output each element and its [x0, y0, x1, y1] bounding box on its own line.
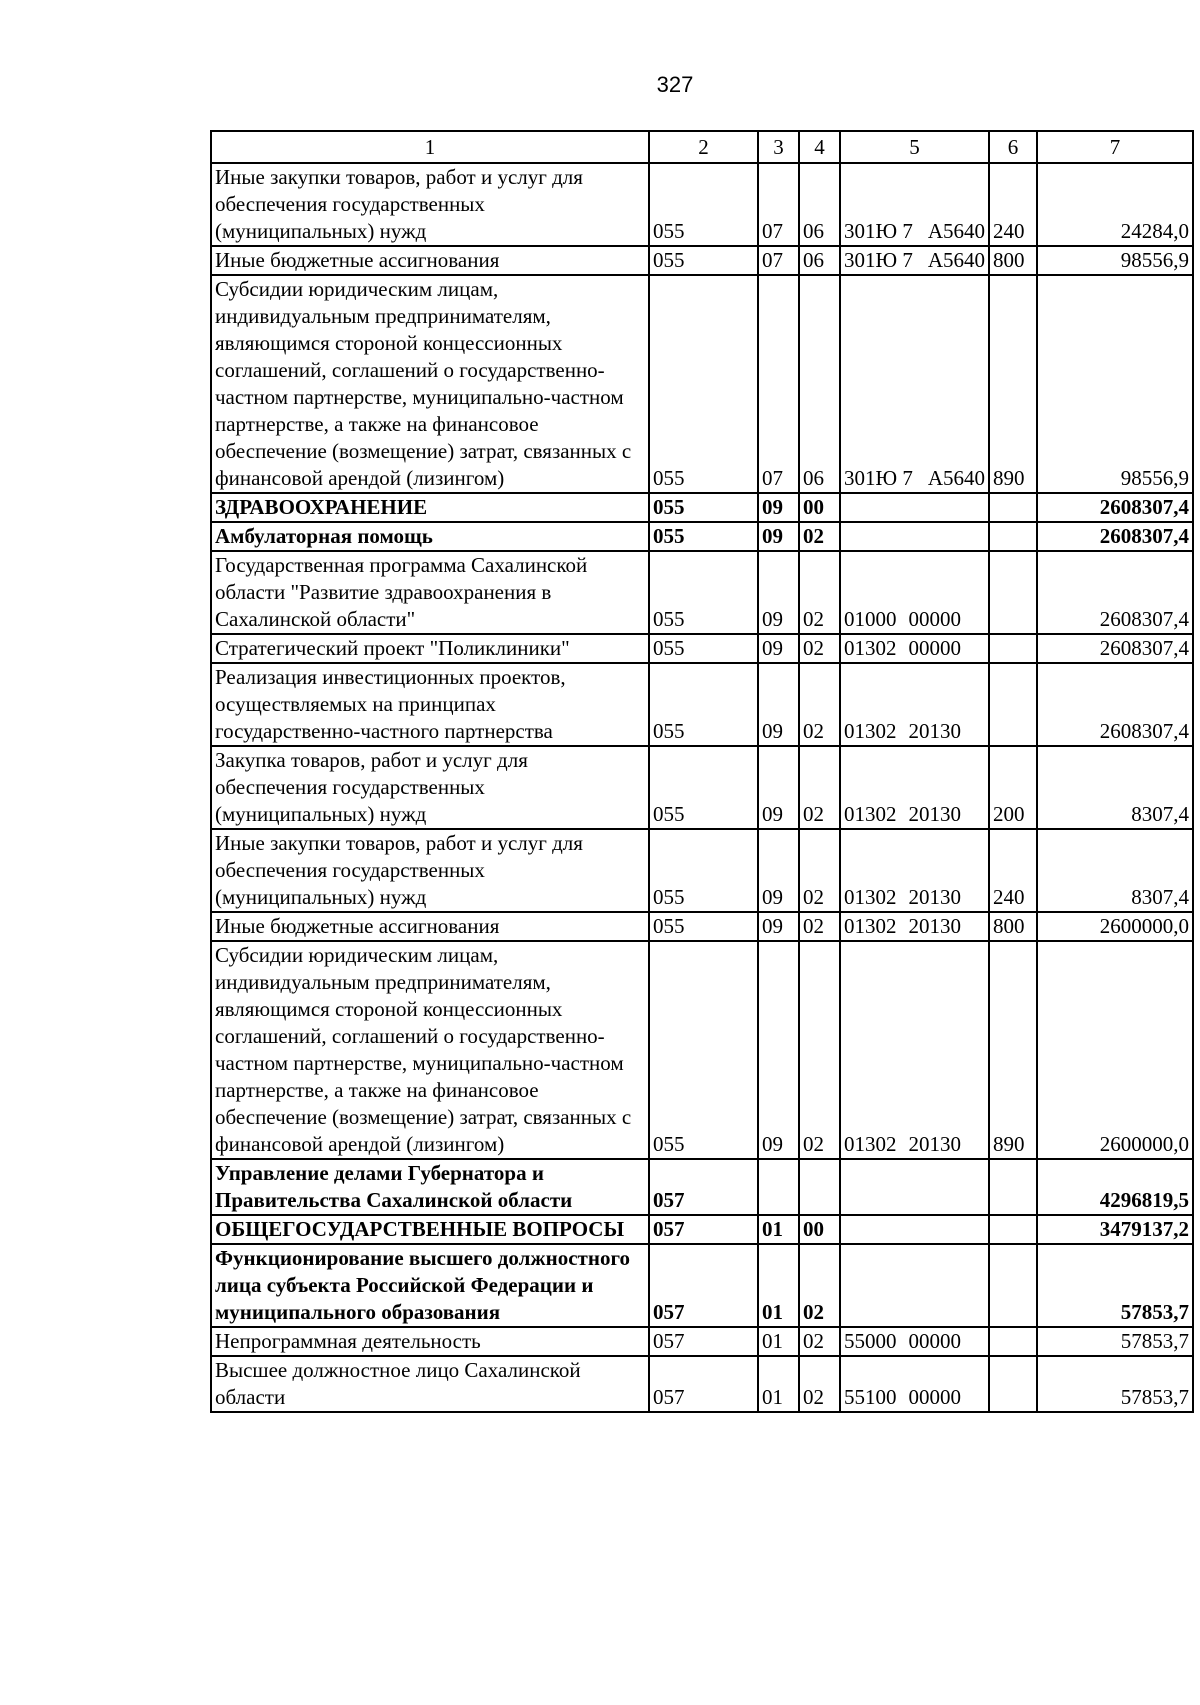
- target-article-part-a: 301Ю 7: [844, 466, 913, 490]
- row-name: Субсидии юридическим лицам, индивидуальным предпринимателям, являющимся стороной концессионных соглашений, соглашений о государственно-частном партнерстве, муниципально-частном партнерстве, а также на финансовое обеспечение (возмещение) затрат, связанных с финансовой арендой (лизингом): [211, 941, 649, 1159]
- row-section-code: 01: [758, 1356, 799, 1412]
- target-article-part-b: 20130: [908, 885, 961, 909]
- table-row: [211, 663, 1193, 746]
- header-row: [211, 131, 1193, 163]
- row-name: ОБЩЕГОСУДАРСТВЕННЫЕ ВОПРОСЫ: [211, 1215, 649, 1244]
- row-ministry-code: 055: [649, 551, 758, 634]
- row-target-article: [840, 941, 989, 1159]
- row-section-code: 07: [758, 246, 799, 275]
- row-ministry-code: 055: [649, 163, 758, 246]
- row-name: Функционирование высшего должностного лица субъекта Российской Федерации и муниципального образования: [211, 1244, 649, 1327]
- row-section-code: 09: [758, 551, 799, 634]
- row-amount: 2608307,4: [1037, 663, 1193, 746]
- row-target-article: [840, 746, 989, 829]
- row-amount: 8307,4: [1037, 829, 1193, 912]
- target-article-part-b: 00000: [908, 636, 961, 660]
- target-article-part-a: 01302: [844, 636, 897, 660]
- row-name: Высшее должностное лицо Сахалинской области: [211, 1356, 649, 1412]
- table-row: [211, 493, 1193, 522]
- row-section-code: 01: [758, 1327, 799, 1356]
- row-name: Иные бюджетные ассигнования: [211, 912, 649, 941]
- table-row: [211, 522, 1193, 551]
- row-subsection-code: 06: [799, 246, 840, 275]
- table-row: [211, 1215, 1193, 1244]
- row-expense-type: [989, 1159, 1037, 1215]
- row-amount: 57853,7: [1037, 1327, 1193, 1356]
- row-target-article: [840, 163, 989, 246]
- row-section-code: 09: [758, 493, 799, 522]
- row-subsection-code: 06: [799, 163, 840, 246]
- table-row: [211, 551, 1193, 634]
- target-article-part-a: 01302: [844, 802, 897, 826]
- row-amount: 24284,0: [1037, 163, 1193, 246]
- row-amount: 98556,9: [1037, 246, 1193, 275]
- target-article-part-a: 01000: [844, 607, 897, 631]
- row-amount: 98556,9: [1037, 275, 1193, 493]
- table-row: [211, 246, 1193, 275]
- row-amount: 57853,7: [1037, 1244, 1193, 1327]
- row-expense-type: 800: [989, 912, 1037, 941]
- row-ministry-code: 055: [649, 275, 758, 493]
- row-section-code: 01: [758, 1215, 799, 1244]
- row-subsection-code: 00: [799, 1215, 840, 1244]
- row-target-article: [840, 1159, 989, 1215]
- row-target-article: [840, 522, 989, 551]
- target-article-part-a: 01302: [844, 1132, 897, 1156]
- target-article-part-b: A5640: [927, 466, 985, 490]
- row-target-article: [840, 1327, 989, 1356]
- row-name: Управление делами Губернатора и Правительства Сахалинской области: [211, 1159, 649, 1215]
- row-section-code: [758, 1159, 799, 1215]
- row-expense-type: 800: [989, 246, 1037, 275]
- row-amount: 2608307,4: [1037, 634, 1193, 663]
- row-target-article: [840, 551, 989, 634]
- header-col-6: 6: [989, 131, 1037, 163]
- row-subsection-code: 02: [799, 663, 840, 746]
- table-row: [211, 1327, 1193, 1356]
- row-name: ЗДРАВООХРАНЕНИЕ: [211, 493, 649, 522]
- row-subsection-code: 02: [799, 941, 840, 1159]
- row-section-code: 07: [758, 275, 799, 493]
- row-amount: 2608307,4: [1037, 493, 1193, 522]
- row-expense-type: [989, 551, 1037, 634]
- row-section-code: 09: [758, 663, 799, 746]
- row-ministry-code: 055: [649, 522, 758, 551]
- row-expense-type: [989, 634, 1037, 663]
- header-col-3: 3: [758, 131, 799, 163]
- row-subsection-code: 02: [799, 551, 840, 634]
- row-target-article: [840, 275, 989, 493]
- row-expense-type: [989, 493, 1037, 522]
- row-ministry-code: 057: [649, 1356, 758, 1412]
- target-article-part-a: 55000: [844, 1329, 897, 1353]
- row-amount: 2600000,0: [1037, 912, 1193, 941]
- row-target-article: [840, 1356, 989, 1412]
- row-amount: 8307,4: [1037, 746, 1193, 829]
- target-article-part-b: 00000: [908, 1385, 961, 1409]
- row-section-code: 09: [758, 746, 799, 829]
- row-target-article: [840, 634, 989, 663]
- row-ministry-code: 057: [649, 1215, 758, 1244]
- row-target-article: [840, 829, 989, 912]
- row-ministry-code: 055: [649, 829, 758, 912]
- table-row: [211, 275, 1193, 493]
- row-subsection-code: 02: [799, 829, 840, 912]
- row-ministry-code: 055: [649, 746, 758, 829]
- table-row: [211, 1244, 1193, 1327]
- row-name: Субсидии юридическим лицам, индивидуальным предпринимателям, являющимся стороной концессионных соглашений, соглашений о государственно-частном партнерстве, муниципально-частном партнерстве, а также на финансовое обеспечение (возмещение) затрат, связанных с финансовой арендой (лизингом): [211, 275, 649, 493]
- table-row: [211, 1159, 1193, 1215]
- target-article-part-a: 01302: [844, 914, 897, 938]
- row-target-article: [840, 493, 989, 522]
- row-subsection-code: 02: [799, 746, 840, 829]
- table-row: [211, 912, 1193, 941]
- row-subsection-code: 06: [799, 275, 840, 493]
- row-ministry-code: 055: [649, 941, 758, 1159]
- header-col-5: 5: [840, 131, 989, 163]
- row-subsection-code: 02: [799, 912, 840, 941]
- row-amount: 4296819,5: [1037, 1159, 1193, 1215]
- target-article-part-a: 301Ю 7: [844, 248, 913, 272]
- row-subsection-code: 02: [799, 1244, 840, 1327]
- row-expense-type: 890: [989, 275, 1037, 493]
- row-amount: 57853,7: [1037, 1356, 1193, 1412]
- header-col-4: 4: [799, 131, 840, 163]
- row-name: Амбулаторная помощь: [211, 522, 649, 551]
- row-name: Закупка товаров, работ и услуг для обеспечения государственных (муниципальных) нужд: [211, 746, 649, 829]
- table-row: [211, 1356, 1193, 1412]
- row-expense-type: 240: [989, 163, 1037, 246]
- row-ministry-code: 057: [649, 1327, 758, 1356]
- target-article-part-b: 20130: [908, 1132, 961, 1156]
- header-col-2: 2: [649, 131, 758, 163]
- row-target-article: [840, 663, 989, 746]
- row-section-code: 09: [758, 522, 799, 551]
- row-name: Иные закупки товаров, работ и услуг для обеспечения государственных (муниципальных) нужд: [211, 829, 649, 912]
- row-ministry-code: 055: [649, 493, 758, 522]
- target-article-part-a: 55100: [844, 1385, 897, 1409]
- budget-table: [210, 130, 1194, 1413]
- row-expense-type: 200: [989, 746, 1037, 829]
- target-article-part-b: A5640: [927, 219, 985, 243]
- target-article-part-a: 301Ю 7: [844, 219, 913, 243]
- row-ministry-code: 055: [649, 912, 758, 941]
- row-amount: 2600000,0: [1037, 941, 1193, 1159]
- row-name: Государственная программа Сахалинской области "Развитие здравоохранения в Сахалинской области": [211, 551, 649, 634]
- row-target-article: [840, 912, 989, 941]
- row-section-code: 09: [758, 912, 799, 941]
- row-subsection-code: 02: [799, 634, 840, 663]
- row-name: Непрограммная деятельность: [211, 1327, 649, 1356]
- table-row: [211, 829, 1193, 912]
- row-section-code: 01: [758, 1244, 799, 1327]
- row-expense-type: [989, 1215, 1037, 1244]
- row-name: Стратегический проект "Поликлиники": [211, 634, 649, 663]
- row-ministry-code: 055: [649, 634, 758, 663]
- table-row: [211, 634, 1193, 663]
- table-row: [211, 941, 1193, 1159]
- row-subsection-code: 02: [799, 522, 840, 551]
- row-expense-type: [989, 522, 1037, 551]
- row-subsection-code: [799, 1159, 840, 1215]
- row-target-article: [840, 1244, 989, 1327]
- target-article-part-b: 00000: [908, 1329, 961, 1353]
- row-amount: 2608307,4: [1037, 522, 1193, 551]
- row-target-article: [840, 1215, 989, 1244]
- row-subsection-code: 00: [799, 493, 840, 522]
- page-number: 327: [656, 72, 694, 97]
- row-ministry-code: 057: [649, 1159, 758, 1215]
- target-article-part-a: 01302: [844, 885, 897, 909]
- header-col-1: 1: [211, 131, 649, 163]
- row-name: Иные закупки товаров, работ и услуг для обеспечения государственных (муниципальных) нужд: [211, 163, 649, 246]
- target-article-part-b: 20130: [908, 802, 961, 826]
- row-expense-type: [989, 1356, 1037, 1412]
- table-row: [211, 746, 1193, 829]
- table-row: [211, 163, 1193, 246]
- row-expense-type: 890: [989, 941, 1037, 1159]
- target-article-part-b: 20130: [908, 914, 961, 938]
- row-expense-type: [989, 1244, 1037, 1327]
- row-section-code: 09: [758, 941, 799, 1159]
- row-ministry-code: 057: [649, 1244, 758, 1327]
- row-section-code: 09: [758, 634, 799, 663]
- row-section-code: 07: [758, 163, 799, 246]
- target-article-part-b: A5640: [927, 248, 985, 272]
- row-section-code: 09: [758, 829, 799, 912]
- row-ministry-code: 055: [649, 246, 758, 275]
- row-expense-type: [989, 1327, 1037, 1356]
- row-amount: 3479137,2: [1037, 1215, 1193, 1244]
- row-expense-type: 240: [989, 829, 1037, 912]
- row-target-article: [840, 246, 989, 275]
- row-ministry-code: 055: [649, 663, 758, 746]
- row-name: Реализация инвестиционных проектов, осуществляемых на принципах государственно-частного партнерства: [211, 663, 649, 746]
- header-col-7: 7: [1037, 131, 1193, 163]
- row-subsection-code: 02: [799, 1327, 840, 1356]
- target-article-part-a: 01302: [844, 719, 897, 743]
- row-expense-type: [989, 663, 1037, 746]
- target-article-part-b: 00000: [908, 607, 961, 631]
- row-name: Иные бюджетные ассигнования: [211, 246, 649, 275]
- table-body: [211, 163, 1193, 1412]
- row-amount: 2608307,4: [1037, 551, 1193, 634]
- target-article-part-b: 20130: [908, 719, 961, 743]
- row-subsection-code: 02: [799, 1356, 840, 1412]
